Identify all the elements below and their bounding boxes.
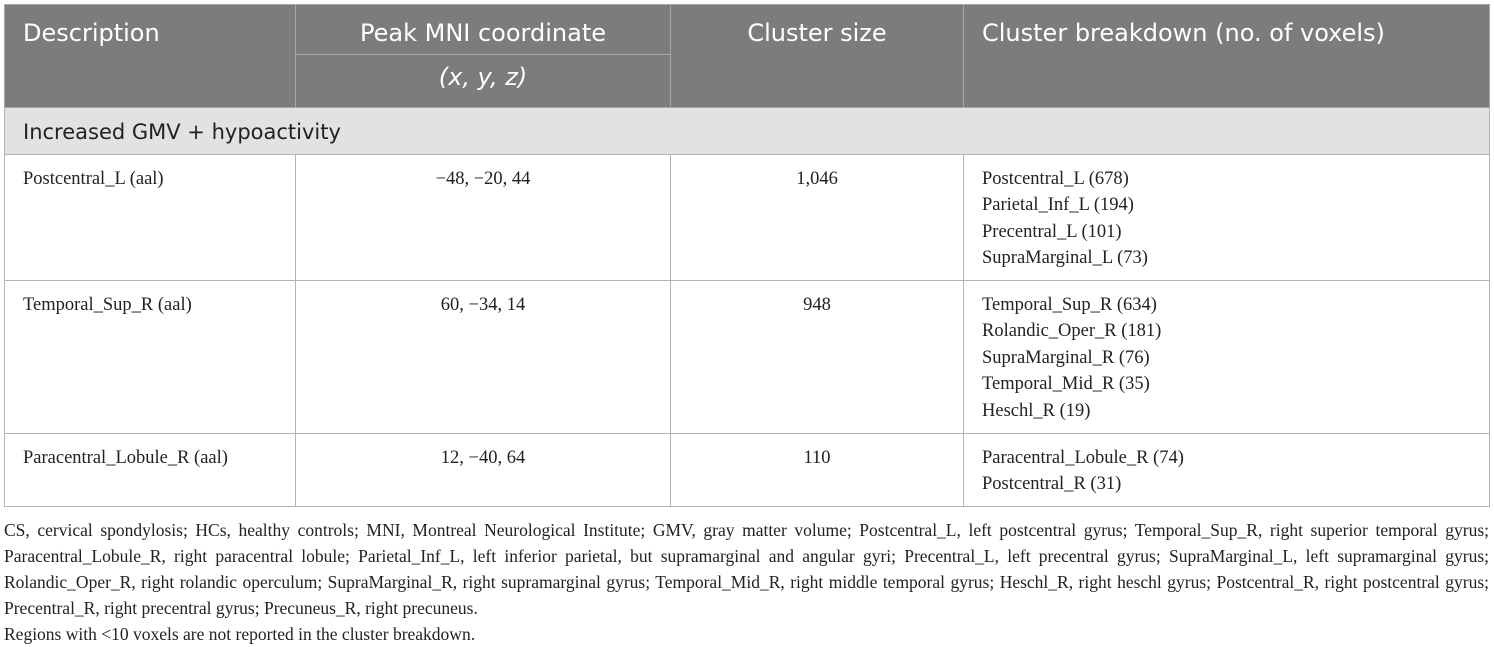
cell-description: Temporal_Sup_R (aal): [5, 280, 296, 433]
breakdown-item: SupraMarginal_R (76): [982, 347, 1150, 368]
header-peak-mni: Peak MNI coordinate: [296, 5, 671, 55]
cell-breakdown: [964, 280, 1490, 433]
header-description: Description: [5, 5, 296, 108]
header-cluster-breakdown: Cluster breakdown (no. of voxels): [964, 5, 1490, 108]
cell-description: Paracentral_Lobule_R (aal): [5, 433, 296, 506]
breakdown-item: Postcentral_R (31): [982, 474, 1122, 494]
cell-coordinate: 60, −34, 14: [296, 280, 671, 433]
table-row: [5, 280, 1490, 433]
breakdown-item: Postcentral_L (678): [982, 168, 1129, 189]
cell-breakdown: [964, 433, 1490, 506]
cell-coordinate: 12, −40, 64: [296, 433, 671, 506]
header-cluster-size: Cluster size: [671, 5, 964, 108]
cell-description: Postcentral_L (aal): [5, 154, 296, 280]
cell-cluster-size: 948: [671, 280, 964, 433]
cell-breakdown: [964, 154, 1490, 280]
abbreviations-footnote: CS, cervical spondylosis; HCs, healthy controls; MNI, Montreal Neurological Institute; GMV, gray matter volume; Postcentral_L, left postcentral gyrus; Temporal_Sup_R, right superior temporal gyrus; Paracentral_Lobule_R, right paracentral lobule; Parietal_Inf_L, left inferior parietal, but supramarginal and angular gyri; Precentral_L, left precentral gyrus; SupraMarginal_L, left supramarginal gyrus; Rolandic_Oper_R, right rolandic operculum; SupraMarginal_R, right supramarginal gyrus; Temporal_Mid_R, right middle temporal gyrus; Heschl_R, right heschl gyrus; Postcentral_R, right postcentral gyrus; Precentral_R, right precentral gyrus; Precuneus_R, right precuneus.: [4, 519, 1489, 618]
cell-coordinate: −48, −20, 44: [296, 154, 671, 280]
table-header: [5, 5, 1490, 108]
section-title: Increased GMV + hypoactivity: [5, 108, 1490, 155]
results-table: [4, 4, 1490, 507]
breakdown-item: Rolandic_Oper_R (181): [982, 321, 1162, 341]
breakdown-item: Heschl_R (19): [982, 400, 1091, 421]
voxel-note: Regions with <10 voxels are not reported in the cluster breakdown.: [4, 623, 476, 644]
results-document: [4, 4, 1489, 647]
breakdown-item: Parietal_Inf_L (194): [982, 195, 1134, 215]
breakdown-item: Temporal_Mid_R (35): [982, 374, 1150, 394]
table-row: [5, 433, 1490, 506]
cell-cluster-size: 1,046: [671, 154, 964, 280]
table-body: [5, 108, 1490, 507]
breakdown-item: SupraMarginal_L (73): [982, 248, 1148, 268]
breakdown-item: Precentral_L (101): [982, 221, 1122, 242]
cell-cluster-size: 110: [671, 433, 964, 506]
header-peak-mni-sub: (x, y, z): [296, 55, 671, 108]
breakdown-item: Paracentral_Lobule_R (74): [982, 447, 1184, 468]
section-row: [5, 108, 1490, 155]
table-row: [5, 154, 1490, 280]
breakdown-item: Temporal_Sup_R (634): [982, 294, 1157, 315]
